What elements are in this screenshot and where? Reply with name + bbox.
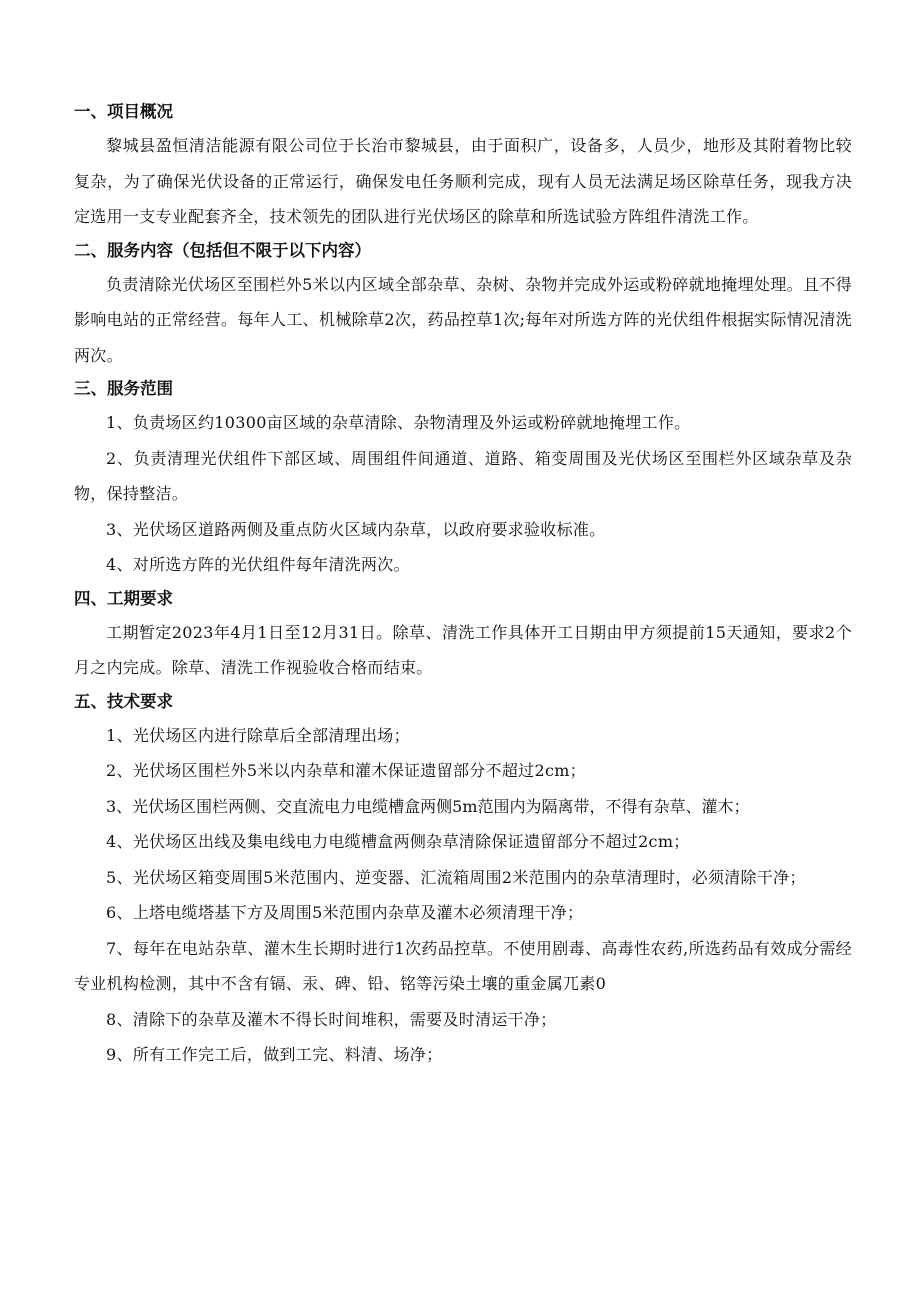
list-item: 7、每年在电站杂草、灌木生长期时进行1次药品控草。不使用剧毒、高毒性农药,所选药品有效成分需经专业机构检测，其中不含有镉、汞、碑、铅、铭等污染土壤的重金属兀素0	[74, 938, 852, 993]
section-service-content	[74, 235, 852, 374]
section-technical-requirements	[74, 686, 852, 1073]
list-item: 2、负责清理光伏组件下部区域、周围组件间通道、道路、箱变周围及光伏场区至围栏外区域杂草及杂物，保持整洁。	[74, 448, 852, 503]
list-item: 8、清除下的杂草及灌木不得长时间堆积，需要及时清运干净；	[106, 1009, 557, 1029]
list-item: 4、光伏场区出线及集电线电力电缆槽盒两侧杂草清除保证遗留部分不超过2cm；	[106, 832, 690, 851]
section-heading: 五、技术要求	[74, 691, 173, 711]
section-project-overview	[74, 96, 852, 235]
list-item: 1、负责场区约10300亩区域的杂草清除、杂物清理及外运或粉碎就地掩埋工作。	[106, 413, 691, 432]
section-heading: 三、服务范围	[74, 379, 173, 398]
section-heading: 一、项目概况	[74, 102, 173, 121]
paragraph: 黎城县盈恒清洁能源有限公司位于长治市黎城县，由于面积广，设备多，人员少，地形及其附着物比较复杂，为了确保光伏设备的正常运行，确保发电任务顺利完成，现有人员无法满足场区除草任务，现我方决定选用一支专业配套齐全，技术领先的团队进行光伏场区的除草和所选试验方阵组件清洗工作。	[74, 136, 852, 226]
paragraph: 负责清除光伏场区至围栏外5米以内区域全部杂草、杂树、杂物并完成外运或粉碎就地掩埋处理。且不得影响电站的正常经营。每年人工、机械除草2次，药品控草1次;每年对所选方阵的光伏组件根据实际情况清洗两次。	[74, 274, 852, 365]
list-item: 3、光伏场区道路两侧及重点防火区域内杂草，以政府要求验收标准。	[106, 519, 606, 539]
list-item: 6、上塔电缆塔基下方及周围5米范围内杂草及灌木必须清理干净；	[106, 903, 584, 922]
paragraph: 工期暂定2023年4月1日至12月31日。除草、清洗工作具体开工日期由甲方须提前15天通知，要求2个月之内完成。除草、清洗工作视验收合格而结束。	[74, 622, 852, 677]
section-service-scope	[74, 373, 852, 583]
list-item: 4、对所选方阵的光伏组件每年清洗两次。	[106, 555, 410, 574]
list-item: 1、光伏场区内进行除草后全部清理出场；	[106, 725, 410, 745]
document-body	[74, 96, 852, 1073]
list-item: 5、光伏场区箱变周围5米范围内、逆变器、汇流箱周围2米范围内的杂草清理时，必须清除干净；	[106, 867, 806, 887]
list-item: 2、光伏场区围栏外5米以内杂草和灌木保证遗留部分不超过2cm；	[106, 761, 586, 780]
list-item: 9、所有工作完工后，做到工完、料清、场净；	[106, 1045, 443, 1064]
section-heading: 四、工期要求	[74, 588, 173, 608]
section-schedule	[74, 583, 852, 686]
section-heading: 二、服务内容（包括但不限于以下内容）	[74, 240, 371, 260]
list-item: 3、光伏场区围栏两侧、交直流电力电缆槽盒两侧5m范围内为隔离带，不得有杂草、灌木；	[106, 796, 750, 816]
